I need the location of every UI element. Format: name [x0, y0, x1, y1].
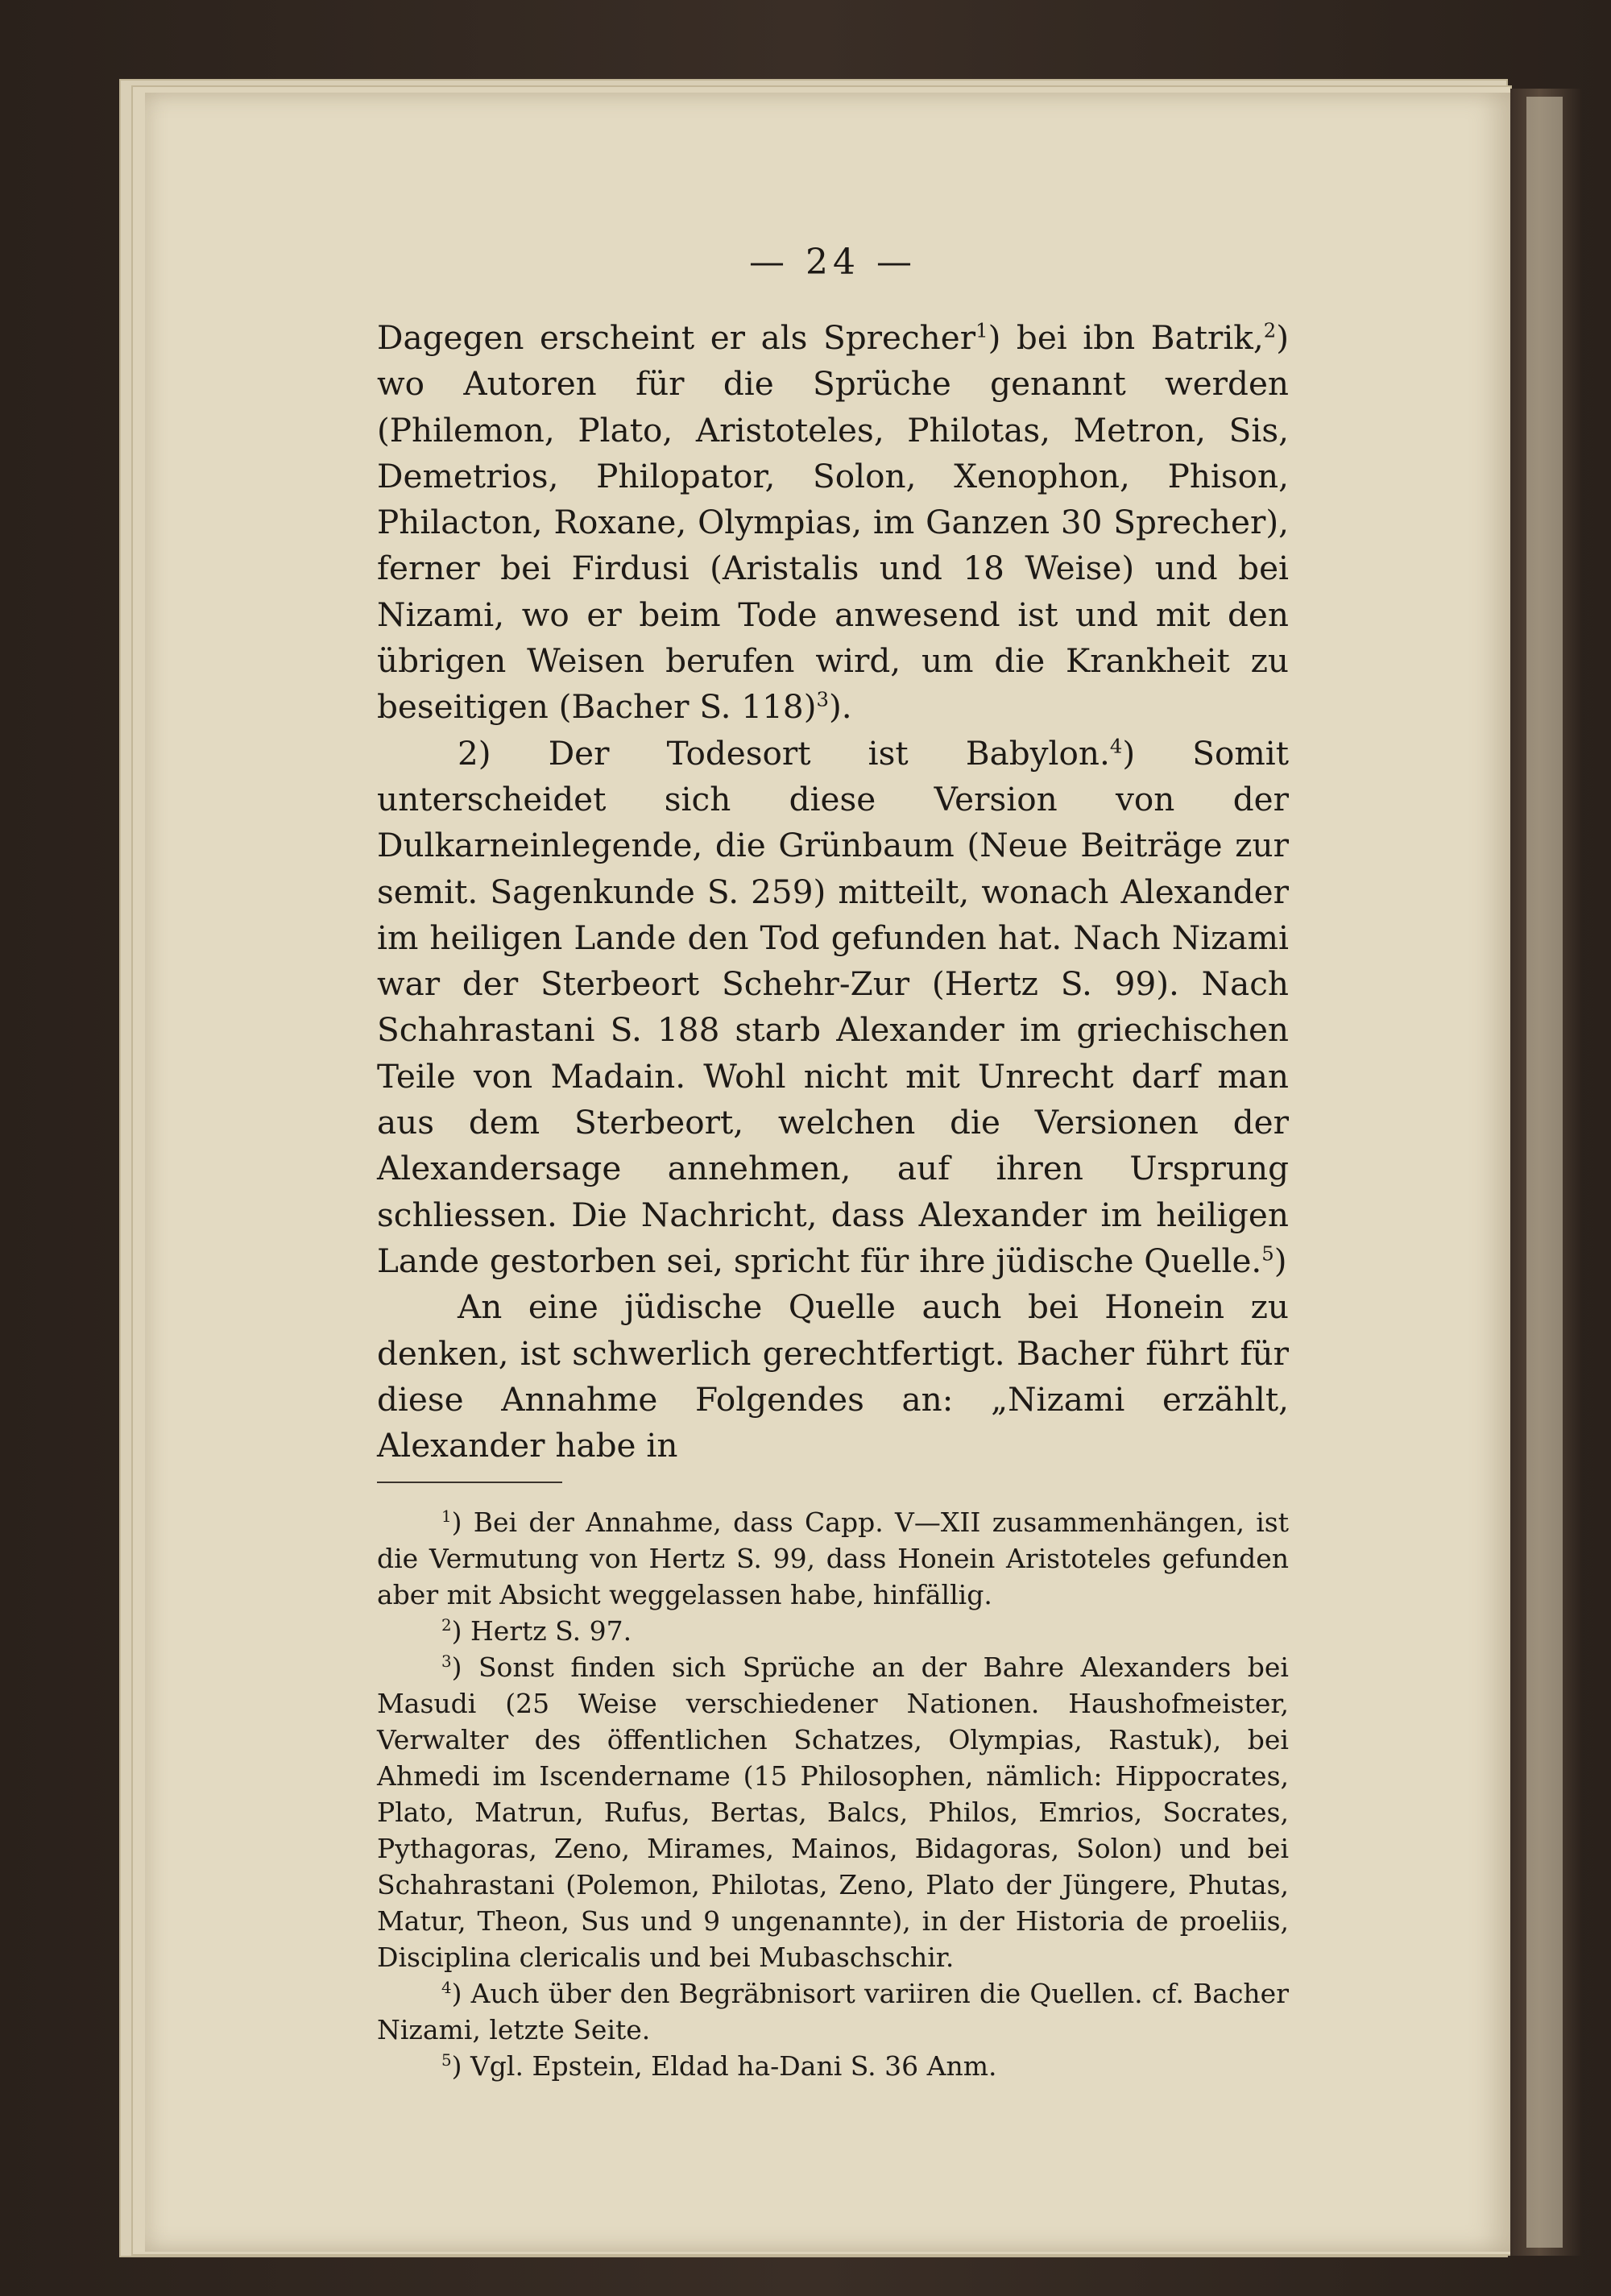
footnote: [377, 1613, 1289, 1649]
footnote: [377, 1975, 1289, 2048]
footnote: [377, 2048, 1289, 2084]
footnote-marker: 5: [1261, 1241, 1274, 1266]
footnote-marker: 2: [1263, 318, 1277, 342]
main-text: [377, 315, 1289, 1469]
text-run: ) Bei der Annahme, dass Capp. V—XII zusammenhängen, ist die Vermutung von Hertz S. 99, dass Honein Aristoteles gefunden aber mit Absicht weggelassen habe, hinfällig.: [377, 1506, 1289, 1611]
paragraph: [377, 731, 1289, 1285]
text-run: Dagegen erscheint er als Sprecher: [377, 318, 976, 357]
next-page-edge: [1526, 97, 1563, 2248]
text-run: ) wo Autoren für die Sprüche genannt werden (Philemon, Plato, Aristoteles, Philotas, Metron, Sis, Demetrios, Philopator, Solon, Xenophon, Phison, Philacton, Roxane, Olympias, im Ganzen 30 Sprecher), ferner bei Firdusi (Aristalis und 18 Weise) und bei Nizami, wo er beim Tode anwesend ist und mit den übrigen Weisen berufen wird, um die Krankheit zu beseitigen (Bacher S. 118): [377, 318, 1289, 727]
text-run: ) Hertz S. 97.: [451, 1615, 632, 1647]
page-number: — 24 —: [749, 242, 917, 283]
footnote-marker: 3: [816, 687, 829, 711]
text-run: ) Auch über den Begräbnisort variiren die Quellen. cf. Bacher Nizami, letzte Seite.: [377, 1978, 1289, 2046]
footnote-marker: 3: [441, 1652, 452, 1672]
paragraph: [377, 1284, 1289, 1469]
footnote-marker: 4: [441, 1979, 452, 1998]
footnote: [377, 1504, 1289, 1613]
footnote-marker: 1: [975, 318, 988, 342]
text-run: ) bei ibn Batrik,: [988, 318, 1264, 357]
footnote: [377, 1649, 1289, 1975]
text-run: ).: [828, 687, 852, 727]
footnote-marker: 1: [441, 1507, 452, 1527]
footnote-separator: [377, 1482, 562, 1483]
footnote-marker: 2: [441, 1616, 452, 1635]
text-run: ) Somit unterscheidet sich diese Version von der Dulkarneinlegende, die Grünbaum (Neue Beiträge zur semit. Sagenkunde S. 259) mitteilt, wonach Alexander im heiligen Lande den Tod gefunden hat. Nach Nizami war der Sterbeort Schehr-Zur (Hertz S. 99). Nach Schahrastani S. 188 starb Alexander im griechischen Teile von Madain. Wohl nicht mit Unrecht darf man aus dem Sterbeort, welchen die Versionen der Alexandersage annehmen, auf ihren Ursprung schliessen. Die Nachricht, dass Alexander im heiligen Lande gestorben sei, spricht für ihre jüdische Quelle.: [377, 733, 1289, 1280]
text-run: 2) Der Todesort ist Babylon.: [458, 733, 1110, 773]
paragraph: [377, 315, 1289, 731]
footnote-marker: 5: [441, 2051, 452, 2070]
text-run: ) Sonst finden sich Sprüche an der Bahre Alexanders bei Masudi (25 Weise verschiedener Nationen. Haushofmeister, Verwalter des öffentlichen Schatzes, Olympias, Rastuk), bei Ahmedi im Iscendername (15 Philosophen, nämlich: Hippocrates, Plato, Matrun, Rufus, Bertas, Balcs, Philos, Emrios, Socrates, Pythagoras, Zeno, Mirames, Mainos, Bidagoras, Solon) und bei Schahrastani (Polemon, Philotas, Zeno, Plato der Jüngere, Phutas, Matur, Theon, Sus und 9 ungenannte), in der Historia de proeliis, Disciplina clericalis und bei Mubaschschir.: [377, 1652, 1289, 1974]
text-run: ): [1273, 1241, 1287, 1280]
text-run: ) Vgl. Epstein, Eldad ha-Dani S. 36 Anm.: [451, 2050, 997, 2083]
text-run: An eine jüdische Quelle auch bei Honein zu denken, ist schwerlich gerechtfertigt. Bacher führt für diese Annahme Folgendes an: „Nizami erzählt, Alexander habe in: [377, 1287, 1289, 1465]
page-text-block: [377, 242, 1289, 2084]
footnote-marker: 4: [1109, 734, 1123, 758]
footnotes: [377, 1504, 1289, 2084]
